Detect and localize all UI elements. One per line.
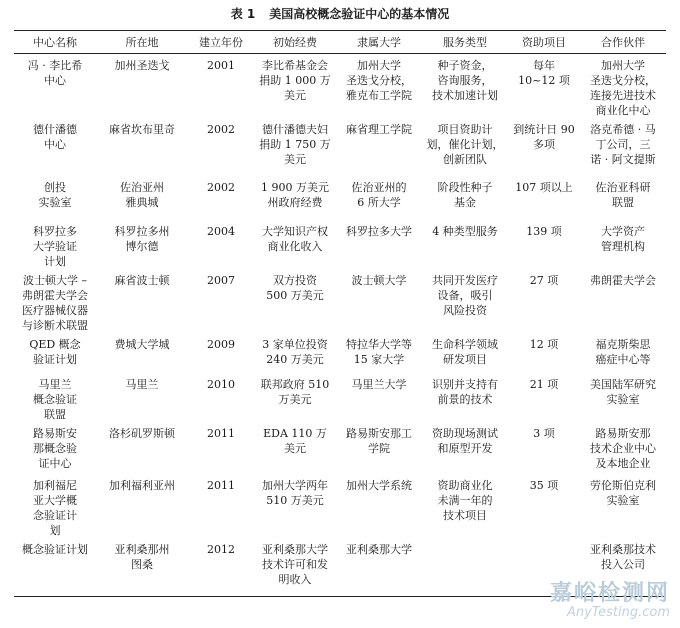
table-cell: 3 项	[533, 427, 555, 440]
table-cell: 大学资产 管理机构	[601, 225, 645, 253]
table-cell: 107 项以上	[515, 181, 573, 194]
table-cell: 3 家单位投资 240 万美元	[262, 338, 328, 366]
table-cell: 麻省理工学院	[346, 123, 412, 136]
table-cell: 阶段性种子 基金	[437, 181, 493, 209]
table-number: 表 1	[230, 7, 256, 21]
table-cell: 德什潘德夫妇 捐助 1 750 万 美元	[259, 123, 331, 166]
table-row	[14, 220, 666, 269]
table-cell: 佐治亚州的 6 所大学	[351, 181, 407, 209]
table-cell: 2002	[207, 181, 235, 194]
column-header: 建立年份	[188, 31, 254, 54]
table-cell: 识别并支持有 前景的技术	[432, 378, 498, 406]
table-cell	[508, 538, 580, 596]
table-cell	[422, 538, 508, 596]
table-cell: 冯 · 李比希 中心	[27, 59, 83, 87]
table-cell: 德什潘德 中心	[33, 123, 77, 151]
table-cell: 洛克希德 · 马 丁公司，三 诺 · 阿文提斯	[590, 123, 656, 166]
table-row	[14, 538, 666, 596]
table-cell: 项目资助计 划，催化计划， 创新团队	[426, 123, 504, 166]
table-cell: 亚利桑那大学 技术许可和发 明收入	[254, 538, 336, 596]
table-row	[14, 474, 666, 538]
table-cell: 马里兰大学	[351, 378, 407, 391]
table-row	[14, 422, 666, 474]
table-cell: 马里兰	[125, 378, 159, 391]
table-cell: EDA 110 万 美元	[263, 427, 327, 455]
table-cell: 弗朗霍夫学会	[590, 274, 656, 287]
table-cell: 2001	[207, 59, 235, 72]
table-cell: 加州大学 圣迭戈分校， 连接先进技术 商业化中心	[590, 59, 656, 117]
header-row	[14, 31, 666, 54]
table-cell: 加州大学 圣迭戈分校， 雅克布工学院	[346, 59, 412, 102]
table-cell: 资助现场测试 和原型开发	[432, 427, 498, 455]
table-caption	[0, 0, 680, 22]
table-cell: 概念验证计划	[14, 538, 96, 596]
table-cell: 35 项	[529, 479, 559, 492]
table-cell: 科罗拉多 大学验证 计划	[33, 225, 77, 268]
table-row	[14, 176, 666, 220]
table-cell: 洛杉矶罗斯顿	[109, 427, 175, 440]
table-cell: 1 900 万美元 州政府经费	[261, 181, 329, 209]
table-cell: 2002	[207, 123, 235, 136]
table-cell: 加州大学系统	[346, 479, 412, 492]
table-cell: 亚利桑那技术 投入公司	[580, 538, 666, 596]
table-cell: 加州圣迭戈	[114, 59, 170, 72]
table-cell: 2010	[207, 378, 235, 391]
table-cell: 麻省波士顿	[114, 274, 170, 287]
table-cell: 亚利桑那州 图桑	[96, 538, 188, 596]
table-cell: 2004	[207, 225, 235, 238]
table-cell: 27 项	[529, 274, 559, 287]
table-cell: 139 项	[526, 225, 562, 238]
table-row	[14, 118, 666, 176]
table-title: 美国高校概念验证中心的基本情况	[269, 7, 450, 21]
column-header: 中心名称	[14, 31, 96, 54]
table-cell: 科罗拉多州 博尔德	[114, 225, 170, 253]
table-cell: 加利福尼 亚大学概 念验证计 划	[33, 479, 77, 537]
table-cell: 特拉华大学等 15 家大学	[346, 338, 412, 366]
table-header	[14, 31, 666, 54]
table-cell: 2011	[207, 427, 235, 440]
table-cell: 共同开发医疗 设备，吸引 风险投资	[432, 274, 498, 317]
table-cell: 生命科学领域 研发项目	[432, 338, 498, 366]
watermark-cn: 嘉峪检测网	[549, 581, 670, 606]
table-cell: 佐治亚州 雅典城	[120, 181, 164, 209]
table-cell: 马里兰 概念验证 联盟	[33, 378, 77, 421]
table-cell: 创投 实验室	[38, 181, 72, 209]
table-cell: 波士顿大学 – 弗朗霍夫学会 医疗器械仪器 与诊断术联盟	[22, 274, 88, 332]
table-cell: 大学知识产权 商业化收入	[262, 225, 328, 253]
column-header: 所在地	[96, 31, 188, 54]
table-cell: 路易斯安 那概念验 证中心	[33, 427, 77, 470]
table-cell: 路易斯安那 技术企业中心 及本地企业	[590, 427, 656, 470]
table-cell: 麻省坎布里奇	[109, 123, 175, 136]
table-cell: 2009	[207, 338, 235, 351]
table-cell: 12 项	[529, 338, 559, 351]
table-cell: 科罗拉多大学	[346, 225, 412, 238]
table-cell: 资助商业化 未满一年的 技术项目	[437, 479, 493, 522]
table-cell: 佐治亚科研 联盟	[595, 181, 651, 209]
table-cell: 加利福利亚州	[109, 479, 175, 492]
table-cell: 福克斯柴思 癌症中心等	[595, 338, 651, 366]
table-cell: 4 种类型服务	[432, 225, 498, 238]
table-cell: 李比希基金会 捐助 1 000 万 美元	[259, 59, 331, 102]
table-cell: 双方投资 500 万美元	[266, 274, 324, 302]
column-header: 服务类型	[422, 31, 508, 54]
table-cell: 美国陆军研究 实验室	[590, 378, 656, 406]
table-cell: 加州大学两年 510 万美元	[262, 479, 328, 507]
table-cell: 每年 10~12 项	[518, 59, 570, 87]
table-row	[14, 54, 666, 119]
table-cell: 种子资金， 咨询服务， 技术加速计划	[432, 59, 498, 102]
watermark-en: AnyTesting.com	[566, 605, 670, 620]
table-cell: 联邦政府 510 万美元	[260, 378, 330, 406]
table-cell: 2011	[207, 479, 235, 492]
table-cell: 到统计日 90 多项	[513, 123, 575, 151]
table-cell: 2012	[188, 538, 254, 596]
table-body	[14, 54, 666, 597]
table-cell: QED 概念 验证计划	[29, 338, 81, 366]
column-header: 资助项目	[508, 31, 580, 54]
table-cell: 波士顿大学	[351, 274, 407, 287]
table-cell: 21 项	[529, 378, 559, 391]
table-row	[14, 269, 666, 333]
table-row	[14, 373, 666, 422]
table-row	[14, 333, 666, 373]
table-cell: 2007	[207, 274, 235, 287]
column-header: 合作伙伴	[580, 31, 666, 54]
column-header: 初始经费	[254, 31, 336, 54]
table-cell: 劳伦斯伯克利 实验室	[590, 479, 656, 507]
table-cell: 路易斯安那工 学院	[346, 427, 412, 455]
table-cell: 亚利桑那大学	[336, 538, 422, 596]
table-cell: 费城大学城	[114, 338, 170, 351]
centers-table	[14, 30, 666, 597]
column-header: 隶属大学	[336, 31, 422, 54]
